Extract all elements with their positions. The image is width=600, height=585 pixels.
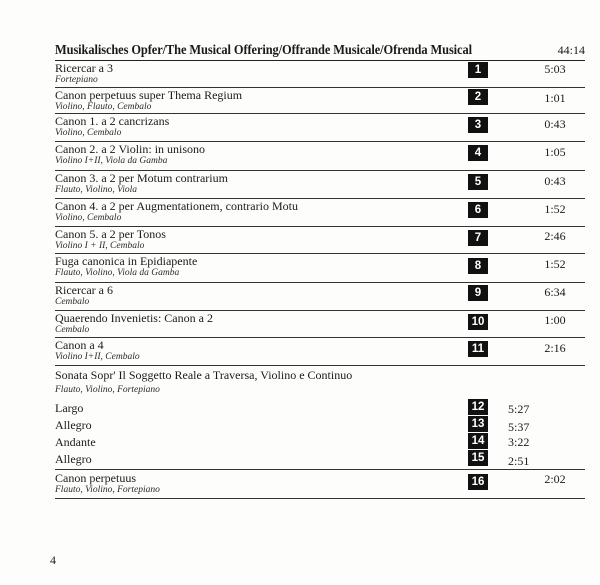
track-title: Canon 3. a 2 per Motum contrarium [55, 171, 228, 185]
track-duration: 2:46 [544, 229, 566, 243]
track-number-badge: 4 [468, 145, 488, 161]
track-number-badge: 16 [468, 474, 488, 490]
track-number-badge: 7 [468, 230, 488, 246]
track-number-badge: 10 [468, 314, 488, 330]
page-number: 4 [50, 553, 56, 567]
sonata-movement [55, 416, 585, 434]
track-number-badge: 3 [468, 117, 488, 133]
track-row [55, 141, 585, 171]
track-instruments: Violino, Cembalo [55, 128, 122, 138]
track-title: Canon perpetuus super Thema Regium [55, 88, 243, 102]
movement-title: Allegro [55, 418, 92, 432]
track-duration: 0:43 [544, 117, 566, 131]
track-instruments: Cembalo [55, 297, 90, 307]
track-number-badge: 9 [468, 285, 488, 301]
track-duration: 2:16 [544, 341, 566, 355]
track-instruments: Violino, Cembalo [55, 213, 122, 223]
track-title: Ricercar a 3 [55, 61, 113, 75]
track-title: Canon 4. a 2 per Augmentationem, contrario Motu [55, 199, 298, 213]
track-number-badge: 5 [468, 174, 488, 190]
track-title: Quaerendo Invenietis: Canon a 2 [55, 311, 213, 325]
track-title: Canon perpetuus [55, 471, 136, 485]
program-header [55, 40, 585, 61]
track-row [55, 226, 585, 254]
track-duration: 1:52 [544, 202, 566, 216]
track-number-badge: 12 [468, 399, 488, 415]
track-instruments: Flauto, Violino, Viola [55, 185, 137, 195]
track-row [55, 469, 585, 499]
track-duration: 1:01 [544, 91, 566, 105]
movement-title: Andante [55, 435, 96, 449]
track-instruments: Flauto, Violino, Fortepiano [55, 485, 160, 495]
track-instruments: Violino I + II, Cembalo [55, 241, 145, 251]
track-number-badge: 13 [468, 416, 488, 432]
track-duration: 0:43 [544, 174, 566, 188]
sonata-movement [55, 450, 585, 468]
track-number-badge: 8 [468, 258, 488, 274]
track-title: Canon a 4 [55, 338, 104, 352]
track-number-badge: 1 [468, 62, 488, 78]
track-row [55, 87, 585, 114]
track-instruments: Flauto, Violino, Viola da Gamba [55, 268, 180, 278]
track-row [55, 337, 585, 366]
track-row [55, 170, 585, 199]
track-number-badge: 15 [468, 450, 488, 466]
track-row [55, 282, 585, 311]
track-row [55, 253, 585, 283]
track-row [55, 60, 585, 88]
track-instruments: Violino, Flauto, Cembalo [55, 102, 152, 112]
track-instruments: Violino I+II, Cembalo [55, 352, 140, 362]
track-title: Ricercar a 6 [55, 283, 113, 297]
track-duration: 5:03 [544, 62, 566, 76]
program-title: Musikalisches Opfer/The Musical Offering/Offrande Musicale/Ofrenda Musical [55, 42, 472, 57]
movement-title: Largo [55, 401, 84, 415]
track-duration: 1:00 [544, 313, 566, 327]
movement-duration: 5:37 [508, 420, 530, 434]
sonata-instruments: Flauto, Violino, Fortepiano [55, 385, 160, 395]
movement-duration: 3:22 [508, 435, 530, 449]
track-duration: 1:52 [544, 257, 566, 271]
track-row [55, 113, 585, 142]
sonata-movement [55, 433, 585, 451]
track-duration: 2:02 [544, 472, 566, 486]
track-instruments: Cembalo [55, 325, 90, 335]
movement-title: Allegro [55, 452, 92, 466]
track-row [55, 310, 585, 338]
movement-duration: 5:27 [508, 402, 530, 416]
track-number-badge: 14 [468, 433, 488, 449]
sonata-title: Sonata Sopr' Il Soggetto Reale a Traversa, Violino e Continuo [55, 368, 353, 382]
track-number-badge: 2 [468, 89, 488, 105]
movement-duration: 2:51 [508, 454, 530, 468]
track-number-badge: 11 [468, 341, 488, 357]
track-number-badge: 6 [468, 202, 488, 218]
track-title: Canon 5. a 2 per Tonos [55, 227, 166, 241]
track-title: Canon 1. a 2 cancrizans [55, 114, 170, 128]
track-title: Canon 2. a 2 Violin: in unisono [55, 142, 206, 156]
track-row [55, 198, 585, 227]
track-duration: 1:05 [544, 145, 566, 159]
total-duration: 44:14 [557, 43, 585, 57]
track-instruments: Fortepiano [55, 75, 98, 85]
track-instruments: Violino I+II, Viola da Gamba [55, 156, 168, 166]
track-duration: 6:34 [544, 285, 566, 299]
track-title: Fuga canonica in Epidiapente [55, 254, 198, 268]
sonata-movement [55, 399, 585, 417]
